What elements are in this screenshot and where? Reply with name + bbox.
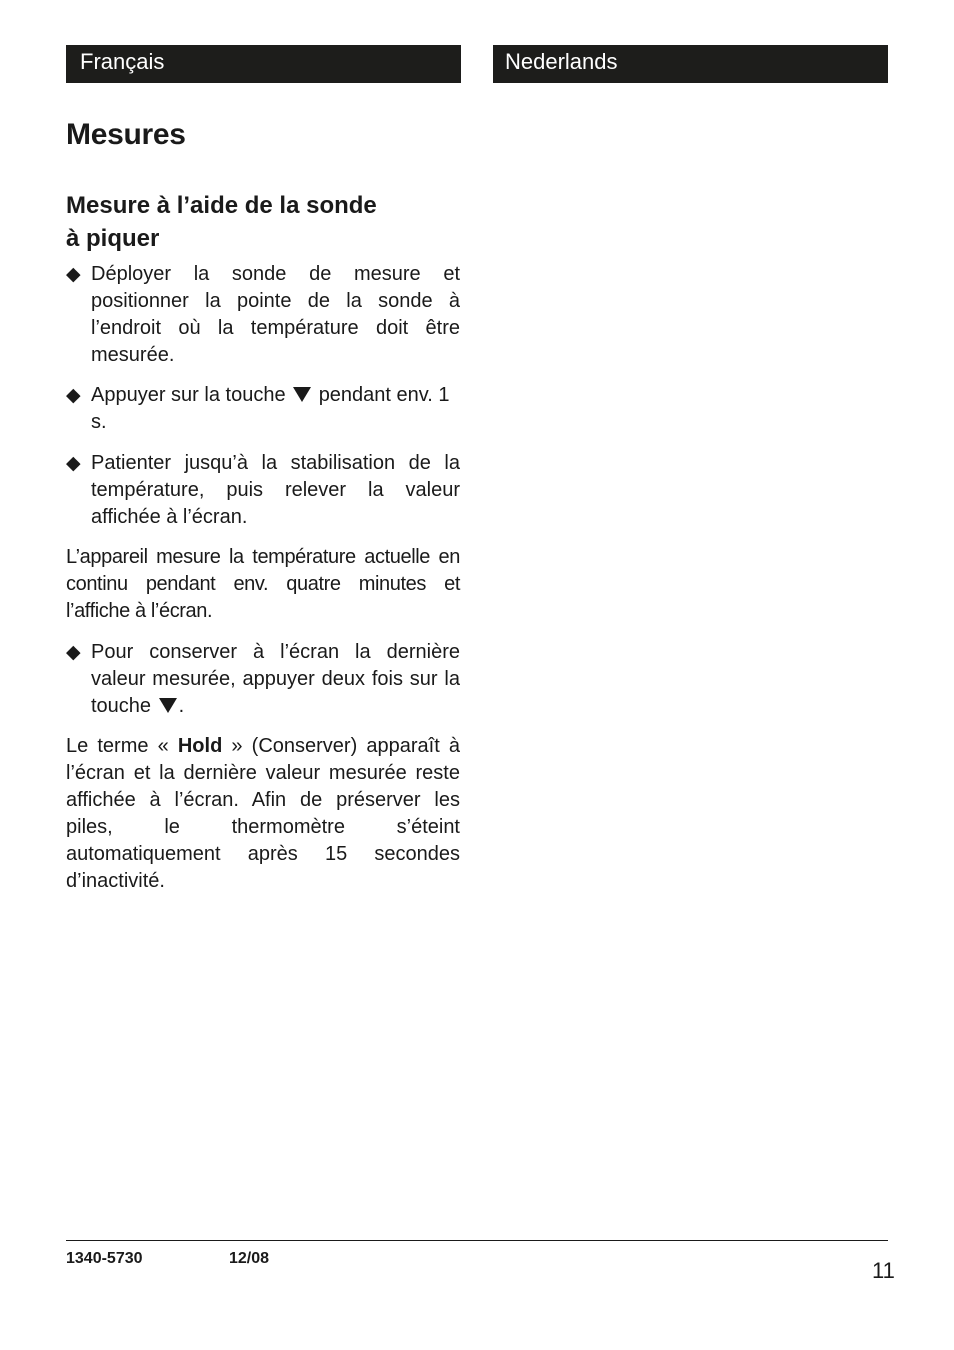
page-title: Mesures	[66, 118, 186, 151]
instruction-bullet-4	[66, 639, 460, 720]
language-tab-nederlands	[493, 45, 888, 83]
paragraph-text-before: Le terme «	[66, 735, 169, 757]
section-title-line1: Mesure à l’aide de la sonde	[66, 192, 377, 219]
document-number: 1340-5730	[66, 1250, 143, 1267]
language-label: Français	[80, 49, 165, 74]
language-label: Nederlands	[505, 49, 618, 74]
bullet-text-before: Pour conserver à l’écran la dernière valeur mesurée, appuyer deux fois sur la touche	[91, 641, 460, 717]
language-tab-francais	[66, 45, 461, 83]
diamond-bullet-icon: ◆	[66, 264, 81, 285]
bullet-text-after: .	[178, 695, 185, 717]
page-number: 11	[872, 1258, 895, 1283]
diamond-bullet-icon: ◆	[66, 385, 81, 406]
bullet-text-before: Appuyer sur la touche	[91, 384, 286, 406]
section-title	[66, 189, 460, 255]
hold-term: Hold	[177, 735, 223, 757]
document-date: 12/08	[229, 1250, 270, 1267]
bullet-text: Déployer la sonde de mesure et positionner la pointe de la sonde à l’endroit où la température doit être mesurée.	[91, 263, 460, 366]
paragraph-text	[66, 733, 460, 895]
diamond-bullet-icon: ◆	[66, 453, 81, 474]
paragraph-text-after: » (Conserver) apparaît à l’écran et la dernière valeur mesurée reste affichée à l’écran. Afin de préserver les piles, le thermomètre s’éteint automatiquement après 15 secondes d’inactivité.	[66, 735, 460, 892]
footer-divider	[66, 1240, 888, 1241]
bullet-text-after: pendant env. 1 s.	[91, 384, 450, 433]
paragraph-text: L’appareil mesure la température actuelle en continu pendant env. quatre minutes et l’affiche à l’écran.	[66, 546, 460, 622]
instruction-bullet-3	[66, 450, 460, 531]
instruction-bullet-2	[66, 382, 460, 436]
bullet-text: Patienter jusqu’à la stabilisation de la température, puis relever la valeur affichée à l’écran.	[91, 452, 460, 528]
down-triangle-key-icon	[159, 698, 177, 713]
paragraph-hold	[66, 733, 460, 895]
paragraph-continuous-measure	[66, 544, 460, 625]
down-triangle-key-icon	[293, 387, 311, 402]
instruction-bullet-1	[66, 261, 460, 369]
diamond-bullet-icon: ◆	[66, 642, 81, 663]
section-title-line2: à piquer	[66, 225, 160, 252]
